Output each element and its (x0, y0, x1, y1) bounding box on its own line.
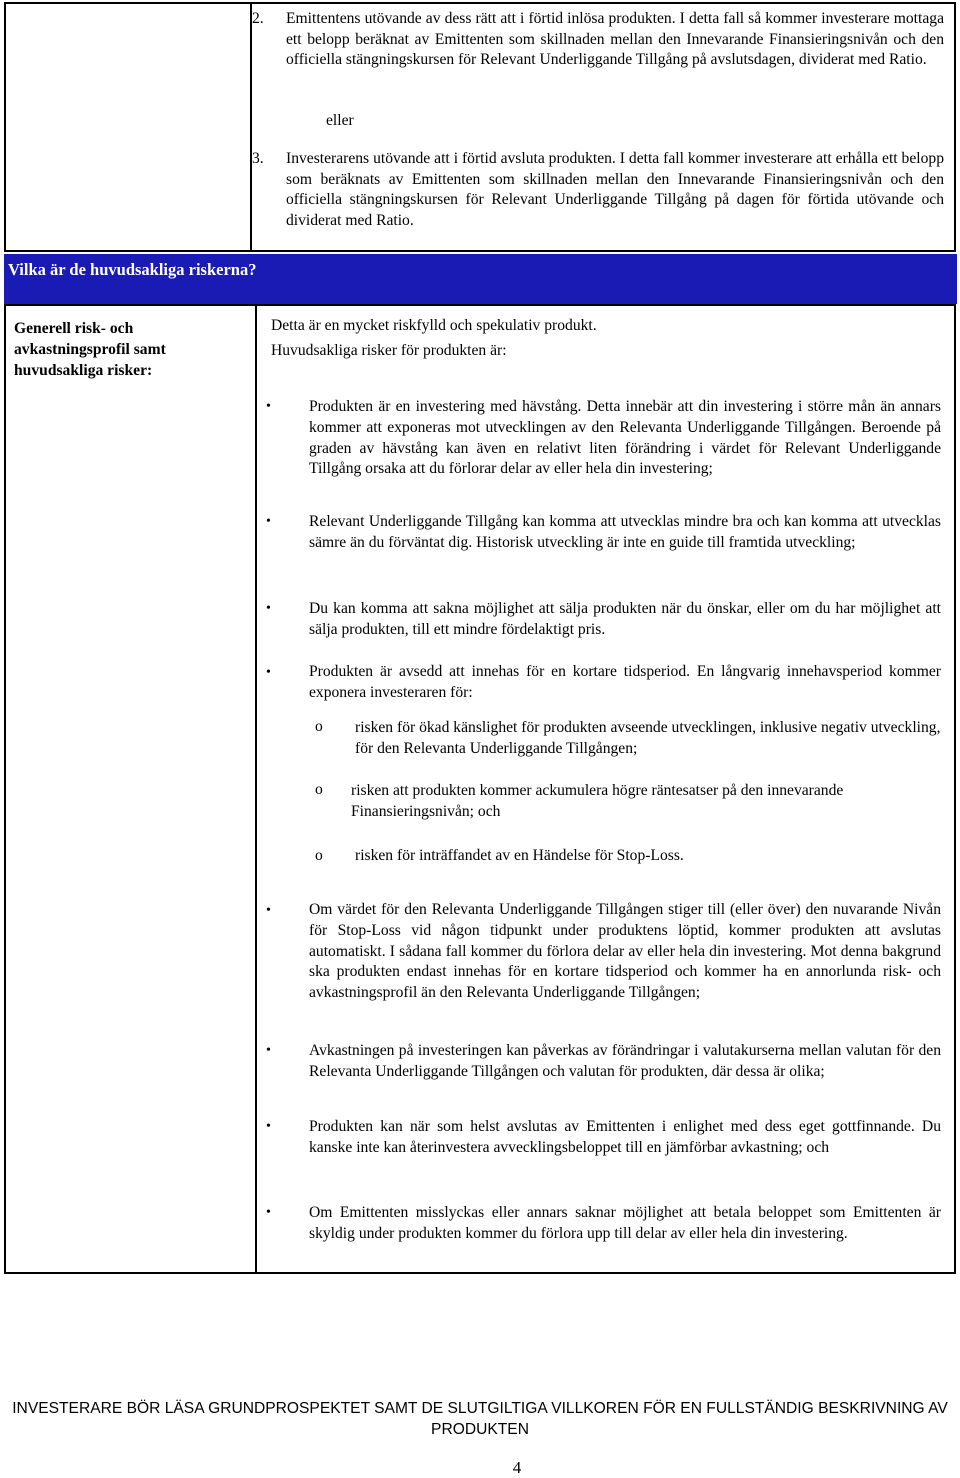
list-item-3 (252, 149, 944, 231)
bullet-icon: • (266, 514, 271, 529)
list-item: Produkten är en investering med hävstång. Detta innebär att din investering i större mån än annars kommer att exponeras mot utvecklingen av den Relevanta Underliggande Tillgången. Beroende på graden av hävstång kan även en relativt liten förändring i värdet för Relevant Underliggande Tillgång orsaka att du förlorar delar av eller hela din investering; (309, 398, 941, 478)
risk-intro-2: Huvudsakliga risker för produkten är: (271, 342, 507, 359)
list-item: Du kan komma att sakna möjlighet att sälja produkten när du önskar, eller om du har möjlighet att sälja produkten, till ett mindre fördelaktigt pris. (309, 600, 941, 638)
list-item: Produkten är avsedd att innehas för en kortare tidsperiod. En långvarig innehavsperiod kommer exponera investeraren för: (309, 663, 941, 701)
bullet-icon: • (266, 665, 271, 680)
bullet-icon: • (266, 601, 271, 616)
sub-bullet-icon: o (315, 718, 323, 735)
sub-list-item: risken för inträffandet av en Händelse för Stop-Loss. (355, 847, 684, 864)
list-item-2 (252, 9, 944, 71)
bullet-icon: • (266, 1043, 271, 1058)
page-number: 4 (512, 1458, 522, 1477)
section-header (4, 254, 957, 304)
bullet-icon: • (266, 1205, 271, 1220)
list-number: 3. (252, 150, 264, 167)
section-title: Vilka är de huvudsakliga riskerna? (8, 260, 257, 279)
sub-bullet-icon: o (315, 847, 323, 864)
list-item: Om Emittenten misslyckas eller annars saknar möjlighet att betala beloppet som Emittenten är skyldig under produkten kommer du förlora upp till delar av eller hela din investering. (309, 1204, 941, 1242)
sub-list-item: risken för ökad känslighet för produkten avseende utvecklingen, inklusive negativ utveckling, för den Relevanta Underliggande Tillgången; (355, 719, 941, 757)
sub-bullet-icon: o (315, 781, 323, 798)
list-number: 2. (252, 10, 264, 27)
bullet-icon: • (266, 903, 271, 918)
risk-intro-1: Detta är en mycket riskfylld och spekulativ produkt. (271, 317, 597, 334)
column-divider (250, 4, 252, 250)
risk-profile-label: Generell risk- och avkastningsprofil samt huvudsakliga risker: (14, 320, 166, 379)
or-label: eller (326, 112, 354, 129)
list-item: Produkten kan när som helst avslutas av Emittenten i enlighet med dess eget gottfinnande. Du kanske inte kan återinvestera avvecklingsbeloppet till en jämförbar avkastning; och (309, 1118, 941, 1156)
list-item: Avkastningen på investeringen kan påverkas av förändringar i valutakurserna mellan valutan för den Relevanta Underliggande Tillgången och valutan för produkten, där dessa är olika; (309, 1042, 941, 1080)
list-item: Om värdet för den Relevanta Underliggande Tillgången stiger till (eller över) den nuvarande Nivån för Stop-Loss vid någon tidpunkt under produktens löptid, kommer produkten att avslutas automatiskt. I sådana fall kommer du förlora delar av eller hela din investering. Mot denna bakgrund ska produkten endast innehas för en kortare tidsperiod och kommer ha en annorlunda risk- och avkastningsprofil än den Relevanta Underliggande Tillgången; (309, 901, 941, 1002)
footer-notice: INVESTERARE BÖR LÄSA GRUNDPROSPEKTET SAMT DE SLUTGILTIGA VILLKOREN FÖR EN FULLSTÄNDIG BESKRIVNING AV PRODUKTEN (12, 1400, 948, 1438)
list-text: Emittentens utövande av dess rätt att i förtid inlösa produkten. I detta fall så kommer investerare mottaga ett belopp beräknat av Emittenten som skillnaden mellan den Innevarande Finansieringsnivån och den officiella stängningskursen för Relevant Underliggande Tillgång på avslutsdagen, dividerat med Ratio. (286, 10, 944, 69)
bullet-icon: • (266, 1119, 271, 1134)
sub-list-item: risken att produkten kommer ackumulera högre räntesatser på den innevarande Finansieringsnivån; och (351, 782, 844, 820)
list-item: Relevant Underliggande Tillgång kan komma att utvecklas mindre bra och kan komma att utvecklas sämre än du förväntat dig. Historisk utveckling är inte en guide till framtida utveckling; (309, 513, 941, 551)
column-divider (255, 306, 257, 1272)
bullet-icon: • (266, 399, 271, 414)
list-text: Investerarens utövande att i förtid avsluta produkten. I detta fall kommer investerare att erhålla ett belopp som beräknats av Emittenten som skillnaden mellan den Innevarande Finansieringsnivån och den officiella stängningskursen för Relevant Underliggande Tillgång på dagen för förtida utövande och dividerat med Ratio. (286, 150, 944, 229)
